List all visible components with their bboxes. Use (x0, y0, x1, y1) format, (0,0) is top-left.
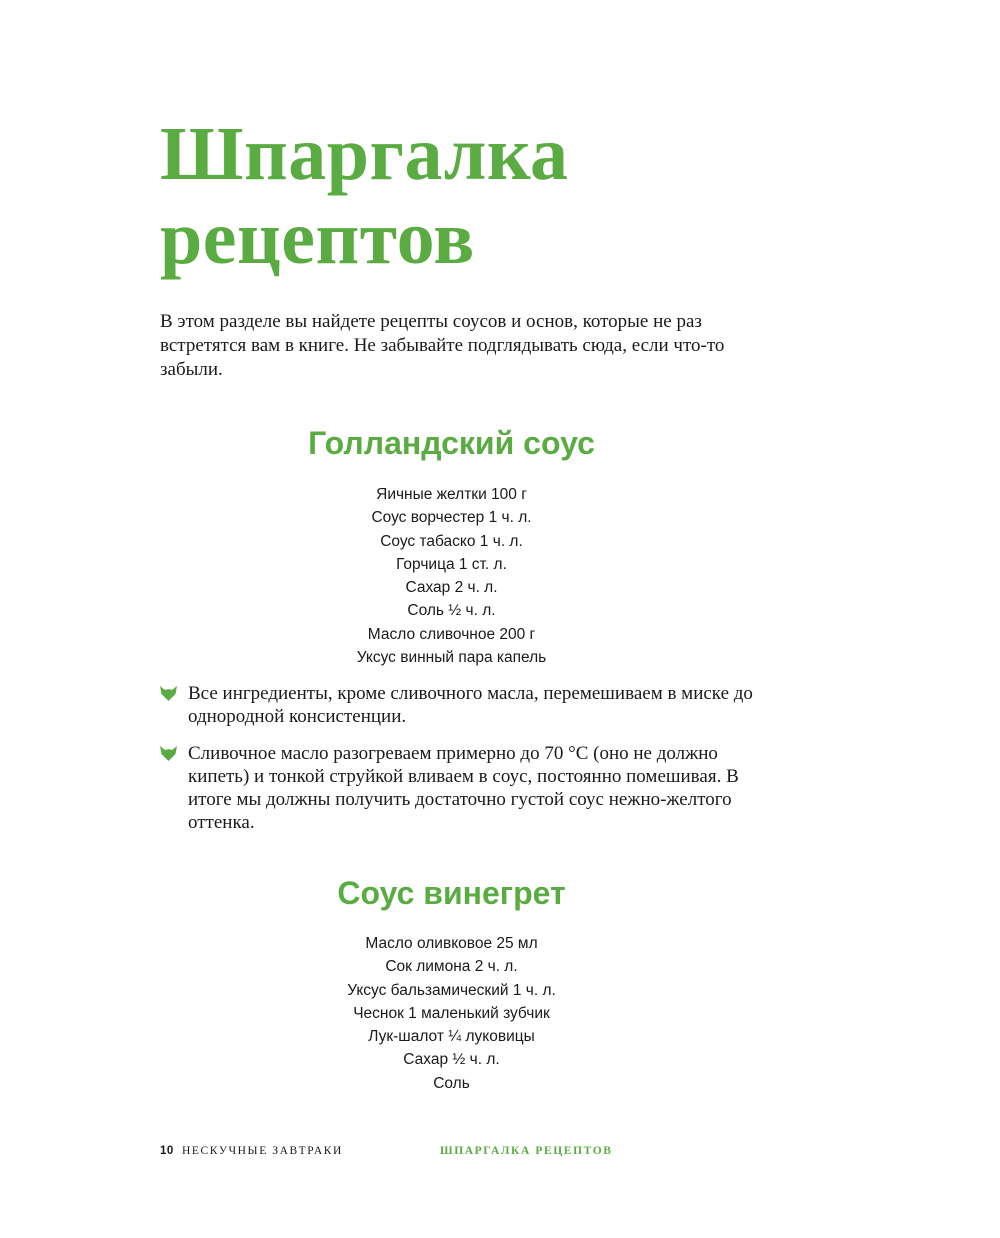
footer-page-number: 10 (160, 1145, 174, 1157)
ingredient-item: Уксус винный пара капель (356, 649, 547, 667)
step-item (160, 742, 760, 834)
ingredient-item: Соус табаско 1 ч. л. (380, 532, 523, 550)
recipe-title-hollandaise: Голландский соус (308, 425, 595, 461)
fox-head-icon (160, 746, 177, 761)
recipe-title-vinaigrette: Соус винегрет (337, 875, 566, 911)
fox-head-icon (160, 686, 177, 701)
footer-section-title: ШПАРГАЛКА РЕЦЕПТОВ (440, 1145, 613, 1157)
ingredient-item: Яичные желтки 100 г (376, 486, 527, 503)
intro-paragraph: В этом разделе вы найдете рецепты соусов и основ, которые не раз встретятся вам в книге. Не забывайте подглядывать сюда, если что-то забыли. (160, 311, 725, 380)
ingredient-item: Лук-шалот ¼ луковицы (368, 1028, 535, 1046)
ingredient-item: Сок лимона 2 ч. л. (385, 958, 518, 976)
ingredient-item: Масло оливковое 25 мл (365, 935, 538, 952)
step-text: Все ингредиенты, кроме сливочного масла, перемешиваем в миске до однородной консистенции. (188, 683, 753, 727)
ingredient-item: Соль (433, 1074, 470, 1092)
page-title-line-2: рецептов (160, 196, 475, 280)
ingredient-item: Сахар ½ ч. л. (403, 1051, 500, 1069)
ingredient-item: Соус ворчестер 1 ч. л. (371, 509, 532, 527)
ingredient-item: Горчица 1 ст. л. (396, 555, 507, 573)
step-list-hollandaise (160, 682, 760, 848)
ingredient-item: Чеснок 1 маленький зубчик (353, 1004, 550, 1022)
ingredient-list-vinaigrette (160, 932, 743, 1095)
step-item (160, 682, 760, 728)
ingredient-list-hollandaise (160, 483, 743, 669)
ingredient-item: Масло сливочное 200 г (367, 625, 536, 643)
footer-book-title: НЕСКУЧНЫЕ ЗАВТРАКИ (182, 1145, 343, 1157)
step-text: Сливочное масло разогреваем примерно до 70 °С (оно не должно кипеть) и тонкой струйкой вливаем в соус, постоянно помешивая. В итоге мы должны получить достаточно густой соус нежно-желтого оттенка. (188, 743, 739, 833)
page-title-line-1: Шпаргалка (160, 112, 569, 196)
ingredient-item: Сахар 2 ч. л. (405, 579, 498, 597)
ingredient-item: Уксус бальзамический 1 ч. л. (347, 981, 556, 999)
page-title (160, 112, 568, 280)
ingredient-item: Соль ½ ч. л. (407, 602, 496, 620)
